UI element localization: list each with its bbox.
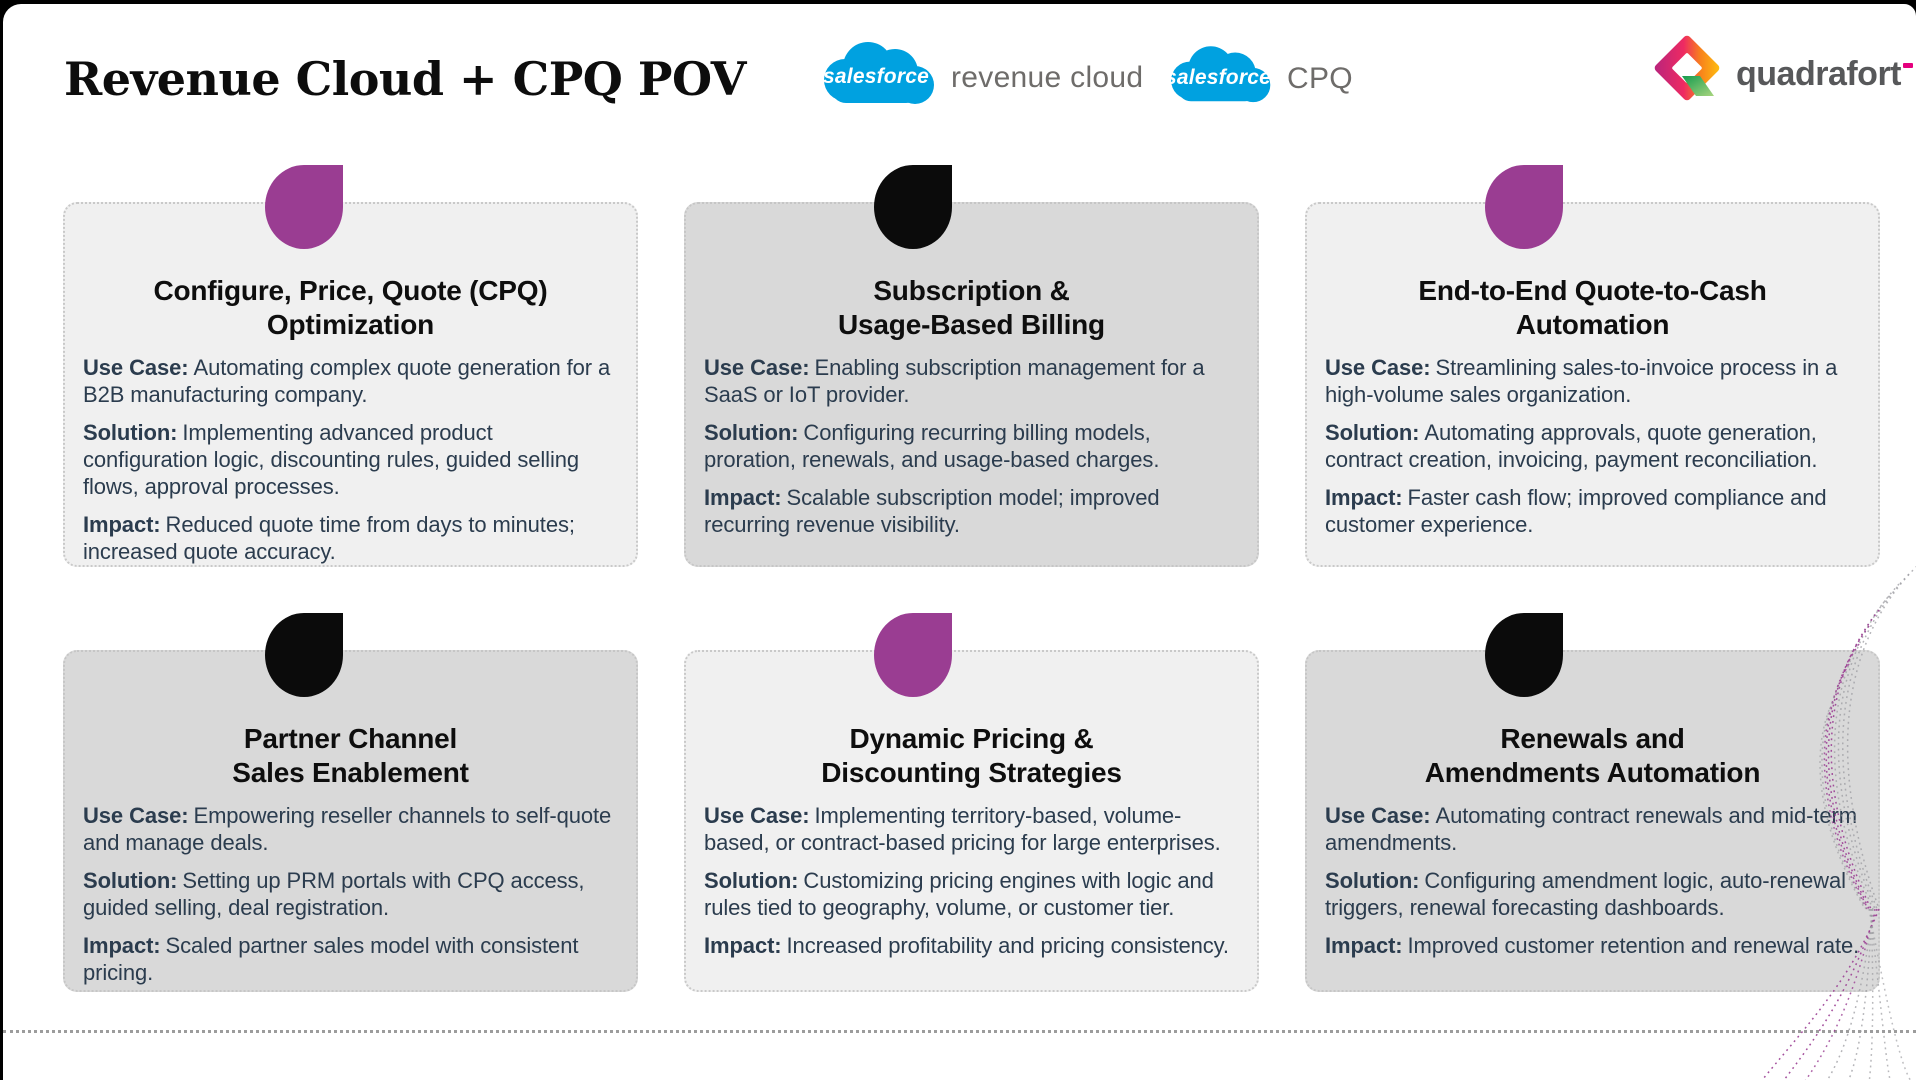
- petal-icon: [265, 165, 343, 249]
- card-use-case: Use Case: Empowering reseller channels to self-quote and manage deals.: [83, 803, 612, 855]
- card-solution: Solution: Setting up PRM portals with CPQ access, guided selling, deal registration.: [83, 868, 585, 920]
- card-impact: Impact: Scalable subscription model; improved recurring revenue visibility.: [704, 485, 1160, 537]
- card-use-case: Use Case: Implementing territory-based, volume-based, or contract-based pricing for large enterprises.: [704, 803, 1221, 855]
- brand-accent-dash: [1903, 63, 1913, 68]
- card-title: [704, 274, 1239, 342]
- card-impact: Impact: Faster cash flow; improved compliance and customer experience.: [1325, 485, 1827, 537]
- card-title-line: Partner Channel: [243, 723, 458, 754]
- salesforce-wordmark: salesforce: [823, 64, 929, 88]
- card-solution: Solution: Implementing advanced product configuration logic, discounting rules, guided selling flows, approval processes.: [83, 420, 580, 499]
- footer-dotted-divider: [3, 1030, 1916, 1033]
- revenue-cloud-label: revenue cloud: [951, 60, 1144, 94]
- card-title-line: Configure, Price, Quote (CPQ): [153, 275, 548, 306]
- quadrafort-diamond-icon: [1648, 34, 1726, 115]
- card-title: [83, 722, 618, 790]
- card-partner-channel: [63, 650, 638, 992]
- card-solution: Solution: Customizing pricing engines with logic and rules tied to geography, volume, or customer tier.: [704, 868, 1214, 920]
- card-impact: Impact: Increased profitability and pricing consistency.: [704, 933, 1229, 958]
- card-title-line: Discounting Strategies: [821, 757, 1122, 788]
- card-title: [83, 274, 618, 342]
- card-dynamic-pricing: [684, 650, 1259, 992]
- card-title-line: Usage-Based Billing: [838, 309, 1105, 340]
- petal-icon: [1485, 613, 1563, 697]
- card-title-line: Dynamic Pricing &: [849, 723, 1094, 754]
- card-use-case: Use Case: Enabling subscription management for a SaaS or IoT provider.: [704, 355, 1205, 407]
- petal-icon: [1485, 165, 1563, 249]
- use-case-cards-grid: [63, 202, 1880, 992]
- card-title: [1325, 722, 1860, 790]
- petal-icon: [874, 613, 952, 697]
- page-title: Revenue Cloud + CPQ POV: [64, 52, 746, 106]
- card-title-line: Sales Enablement: [232, 757, 469, 788]
- salesforce-wordmark: salesforce: [1165, 65, 1271, 89]
- petal-icon: [265, 613, 343, 697]
- quadrafort-wordmark: quadrafort: [1736, 55, 1901, 93]
- salesforce-revenue-cloud-logo: [815, 40, 1143, 115]
- cpq-label: CPQ: [1287, 61, 1353, 95]
- quadrafort-logo: [1648, 34, 1913, 115]
- card-title-line: Renewals and: [1500, 723, 1685, 754]
- card-title-line: Optimization: [266, 309, 435, 340]
- card-use-case: Use Case: Streamlining sales-to-invoice process in a high-volume sales organization.: [1325, 355, 1838, 407]
- card-renewals-amendments: [1305, 650, 1880, 992]
- card-impact: Impact: Scaled partner sales model with consistent pricing.: [83, 933, 579, 985]
- card-solution: Solution: Configuring recurring billing models, proration, renewals, and usage-based charges.: [704, 420, 1160, 472]
- card-title: [704, 722, 1239, 790]
- card-title-line: Subscription &: [873, 275, 1070, 306]
- card-use-case: Use Case: Automating contract renewals and mid-term amendments.: [1325, 803, 1857, 855]
- card-impact: Impact: Improved customer retention and renewal rate.: [1325, 933, 1860, 958]
- card-title: [1325, 274, 1860, 342]
- card-title-line: Amendments Automation: [1424, 757, 1761, 788]
- card-title-line: End-to-End Quote-to-Cash: [1418, 275, 1767, 306]
- card-subscription-billing: [684, 202, 1259, 567]
- slide-canvas: [3, 4, 1916, 1080]
- petal-icon: [874, 165, 952, 249]
- card-cpq-optimization: [63, 202, 638, 567]
- card-quote-to-cash: [1305, 202, 1880, 567]
- salesforce-cloud-icon: [1163, 44, 1273, 113]
- card-impact: Impact: Reduced quote time from days to minutes; increased quote accuracy.: [83, 512, 575, 564]
- card-solution: Solution: Automating approvals, quote generation, contract creation, invoicing, payment reconciliation.: [1325, 420, 1818, 472]
- card-use-case: Use Case: Automating complex quote generation for a B2B manufacturing company.: [83, 355, 611, 407]
- salesforce-cpq-logo: [1163, 44, 1353, 113]
- card-title-line: Automation: [1515, 309, 1670, 340]
- card-solution: Solution: Configuring amendment logic, auto-renewal triggers, renewal forecasting dashboards.: [1325, 868, 1846, 920]
- salesforce-cloud-icon: [815, 40, 937, 115]
